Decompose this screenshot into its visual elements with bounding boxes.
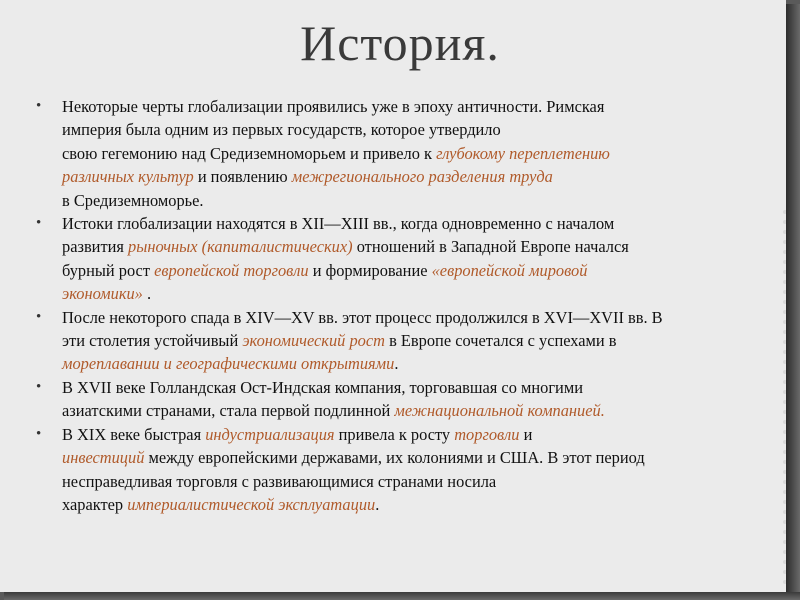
text-segment: . bbox=[142, 284, 152, 304]
text-segment: отношений в Западной Европе начался bbox=[352, 237, 629, 257]
highlighted-term: «европейской мировой bbox=[431, 260, 588, 280]
text-segment: привела к росту bbox=[334, 424, 455, 444]
text-segment: в Европе сочетался с успехами в bbox=[384, 331, 617, 351]
text-segment: развития bbox=[62, 237, 129, 257]
highlighted-term: рыночных (капиталистических) bbox=[128, 237, 353, 257]
highlighted-term: империалистической эксплуатации bbox=[127, 494, 376, 514]
text-segment: эти столетия устойчивый bbox=[62, 331, 243, 351]
bullet-dot-icon: • bbox=[36, 98, 42, 114]
bullet-line bbox=[62, 212, 774, 235]
text-segment: и появлению bbox=[193, 167, 292, 187]
highlighted-term: межрегионального разделения труда bbox=[291, 167, 553, 187]
bullet-item bbox=[36, 376, 774, 423]
text-segment: азиатскими странами, стала первой подлинной bbox=[62, 401, 395, 421]
bullet-line bbox=[62, 189, 774, 212]
text-segment: Некоторые черты глобализации проявились уже в эпоху античности. Римская bbox=[62, 97, 605, 116]
highlighted-term: европейской торговли bbox=[154, 260, 309, 280]
bullet-line bbox=[62, 259, 774, 282]
text-segment: В XIX веке быстрая bbox=[62, 424, 206, 444]
text-segment: . bbox=[375, 494, 380, 514]
text-segment: характер bbox=[62, 494, 128, 514]
bullet-item bbox=[36, 306, 774, 376]
text-segment: После некоторого спада в XIV—XV вв. этот процесс продолжился в XVI—XVII вв. В bbox=[62, 307, 663, 327]
bullet-item bbox=[36, 212, 774, 306]
bullet-line bbox=[62, 399, 774, 422]
highlighted-term: индустриализация bbox=[205, 424, 335, 444]
bullet-line bbox=[62, 142, 774, 165]
text-segment: свою гегемонию над Средиземноморьем и привело к bbox=[62, 143, 437, 163]
text-segment: . bbox=[394, 354, 399, 374]
text-segment: и bbox=[519, 424, 533, 444]
text-segment: и формирование bbox=[308, 260, 432, 280]
slide-title: История. bbox=[300, 15, 500, 71]
bullet-dot-icon: • bbox=[36, 378, 42, 395]
highlighted-term: глубокому переплетению bbox=[436, 143, 610, 163]
bullet-line bbox=[62, 329, 774, 352]
text-segment: Истоки глобализации находятся в XII—XIII вв., когда одновременно с началом bbox=[62, 214, 615, 234]
bullet-line bbox=[62, 423, 774, 446]
bullet-line bbox=[62, 165, 774, 188]
bullet-list bbox=[36, 95, 774, 516]
text-segment: в Средиземноморье. bbox=[62, 190, 204, 210]
highlighted-term: экономики» bbox=[62, 284, 143, 304]
bullet-line bbox=[62, 376, 774, 399]
text-segment: империя была одним из первых государств, которое утвердило bbox=[62, 120, 501, 140]
text-segment: В XVII веке Голландская Ост-Индская компания, торговавшая со многими bbox=[62, 377, 583, 397]
slide-shadow-right bbox=[786, 4, 800, 600]
highlighted-term: инвестиций bbox=[62, 448, 145, 468]
highlighted-term: экономический рост bbox=[242, 331, 385, 351]
highlighted-term: межнациональной компанией. bbox=[394, 401, 605, 421]
highlighted-term: торговли bbox=[454, 424, 520, 444]
bullet-item bbox=[36, 423, 774, 517]
text-segment: между европейскими державами, их колониями и США. В этот период bbox=[144, 448, 645, 468]
highlighted-term: различных культур bbox=[62, 167, 194, 187]
bullet-line bbox=[62, 470, 774, 493]
text-segment: бурный рост bbox=[62, 260, 155, 280]
bullet-line bbox=[62, 446, 774, 469]
bullet-line bbox=[62, 306, 774, 329]
text-segment: несправедливая торговля с развивающимися странами носила bbox=[62, 471, 497, 491]
slide-shadow-bottom bbox=[4, 592, 800, 600]
bullet-line bbox=[62, 235, 774, 258]
bullet-line bbox=[62, 118, 774, 141]
bullet-line bbox=[62, 352, 774, 375]
bullet-line bbox=[62, 95, 774, 118]
highlighted-term: мореплавании и географическими открытиями bbox=[62, 354, 395, 374]
bullet-line bbox=[62, 282, 774, 305]
bullet-line bbox=[62, 493, 774, 516]
bullet-dot-icon: • bbox=[36, 425, 42, 442]
bullet-dot-icon: • bbox=[36, 308, 42, 325]
bullet-item bbox=[36, 95, 774, 212]
bullet-dot-icon: • bbox=[36, 215, 42, 232]
